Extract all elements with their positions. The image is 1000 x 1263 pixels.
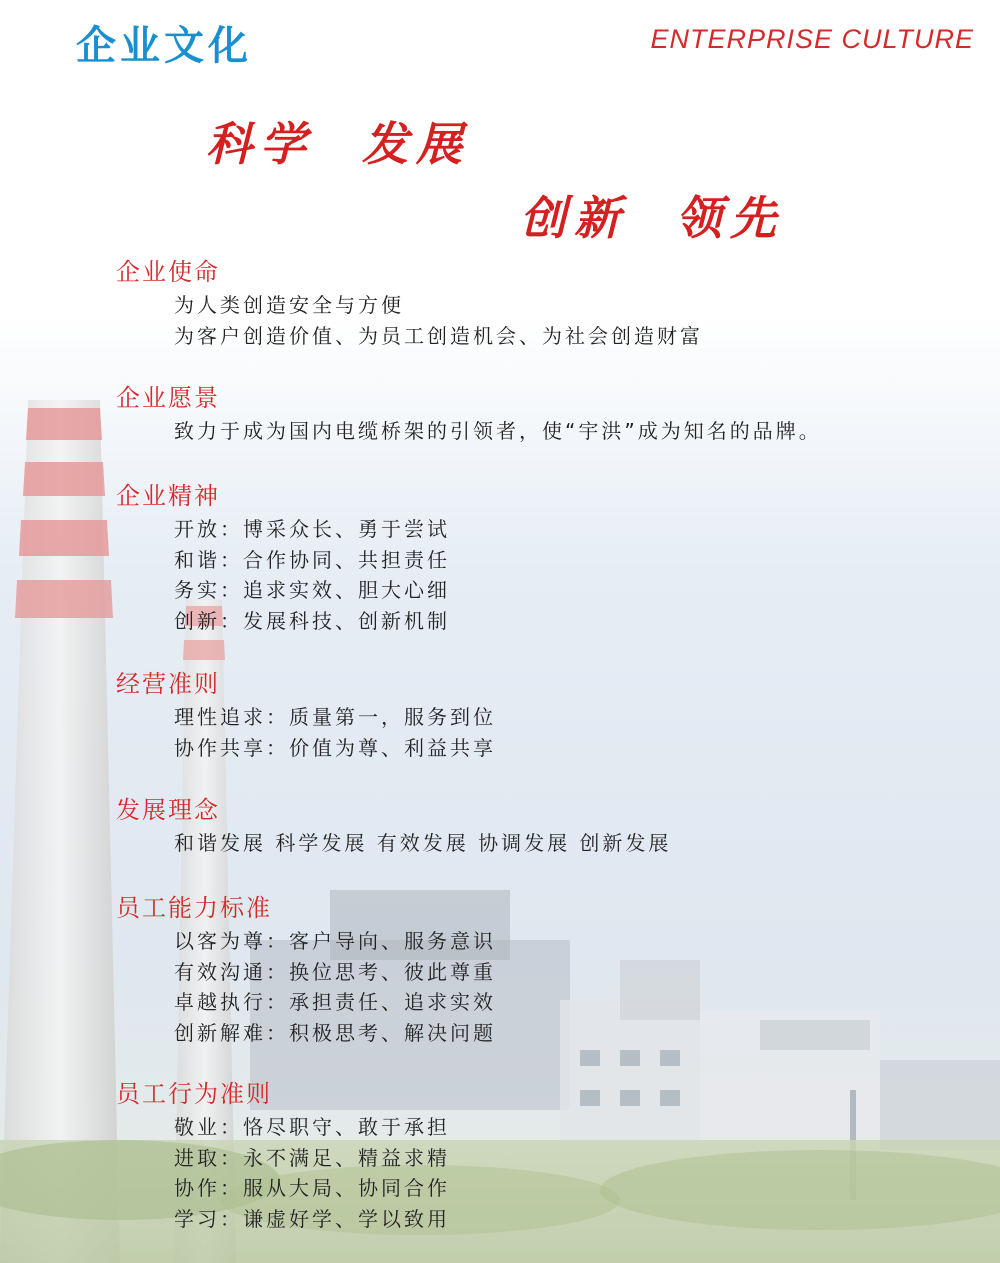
section-staff-conduct — [116, 1078, 450, 1234]
slogan-line-1: 科学 发展 — [206, 117, 471, 171]
section-body — [174, 514, 450, 636]
text-line: 学习：谦虚好学、学以致用 — [174, 1206, 450, 1231]
text-line: 有效沟通：换位思考、彼此尊重 — [174, 959, 496, 984]
text-line: 以客为尊：客户导向、服务意识 — [174, 929, 496, 953]
section-body — [174, 926, 496, 1048]
section-mission — [116, 256, 703, 351]
section-spirit — [116, 480, 450, 636]
section-heading: 员工能力标准 — [116, 894, 272, 922]
text-line: 为人类创造安全与方便 — [174, 293, 404, 317]
text-line: 进取：永不满足、精益求精 — [174, 1145, 450, 1170]
text-line: 理性追求：质量第一，服务到位 — [174, 705, 496, 729]
text-line: 卓越执行：承担责任、追求实效 — [174, 990, 496, 1014]
section-heading: 经营准则 — [116, 670, 220, 698]
text-line: 协作：服从大局、协同合作 — [174, 1176, 450, 1200]
section-body — [174, 828, 671, 859]
section-heading: 发展理念 — [116, 796, 220, 824]
section-vision — [116, 382, 822, 447]
section-business-principles — [116, 668, 496, 763]
page-subtitle: ENTERPRISE CULTURE — [650, 24, 974, 54]
section-staff-competency — [116, 892, 496, 1048]
section-heading: 员工行为准则 — [116, 1080, 272, 1108]
section-heading: 企业愿景 — [116, 384, 220, 412]
section-body — [174, 702, 496, 763]
text-line: 致力于成为国内电缆桥架的引领者，使“宇洪”成为知名的品牌。 — [174, 419, 822, 443]
section-heading: 企业使命 — [116, 258, 220, 286]
text-line: 开放：博采众长、勇于尝试 — [174, 517, 450, 541]
section-body — [174, 1112, 450, 1234]
text-line: 和谐：合作协同、共担责任 — [174, 547, 450, 572]
text-line: 创新：发展科技、创新机制 — [174, 608, 450, 633]
section-heading: 企业精神 — [116, 482, 220, 510]
text-line: 务实：追求实效、胆大心细 — [174, 578, 450, 602]
section-body — [174, 416, 822, 447]
text-line: 和谐发展 科学发展 有效发展 协调发展 创新发展 — [174, 831, 672, 855]
text-line: 协作共享：价值为尊、利益共享 — [174, 735, 496, 760]
section-development-philosophy — [116, 794, 671, 859]
slogan-line-2: 创新 领先 — [520, 191, 785, 245]
text-line: 创新解难：积极思考、解决问题 — [174, 1020, 496, 1045]
text-line: 为客户创造价值、为员工创造机会、为社会创造财富 — [174, 323, 703, 348]
page-title: 企业文化 — [76, 23, 252, 69]
text-line: 敬业：恪尽职守、敢于承担 — [174, 1115, 450, 1139]
section-body — [174, 290, 703, 351]
